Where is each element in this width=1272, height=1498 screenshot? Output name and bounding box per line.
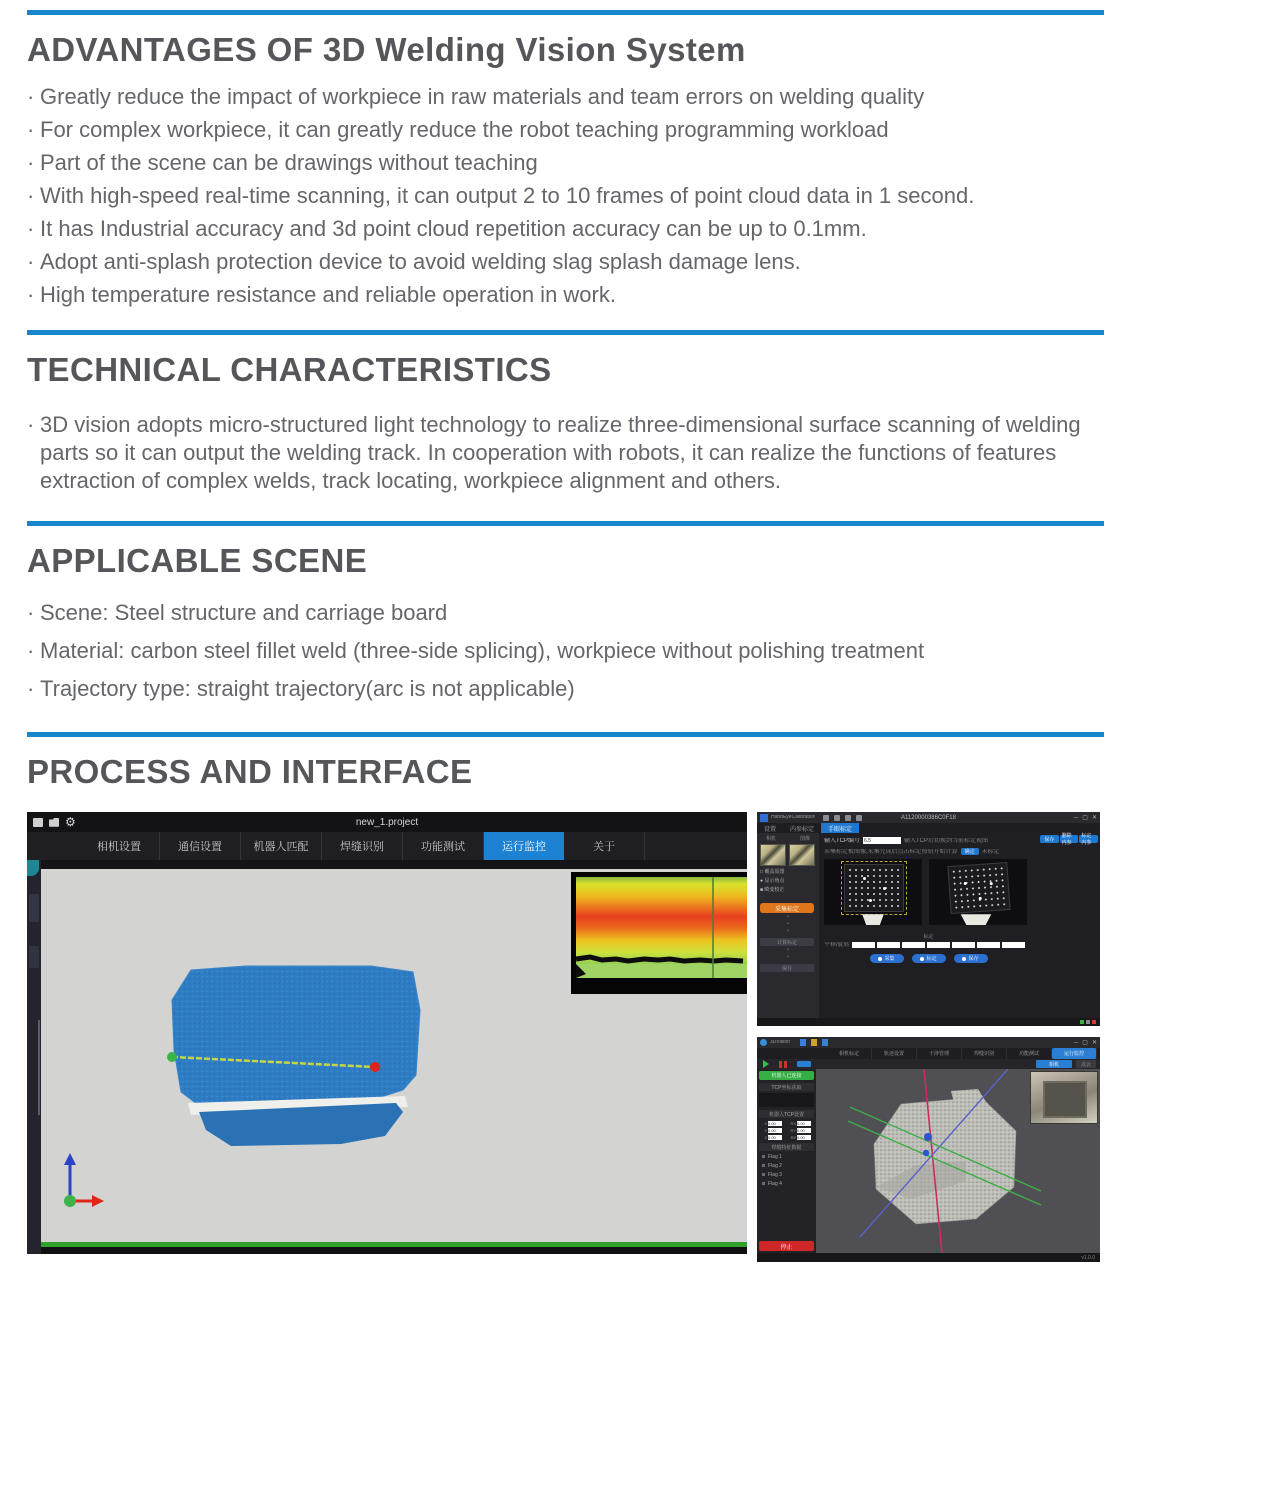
disk-icon	[962, 957, 966, 961]
tab-seam-recognition[interactable]: 焊缝识别	[962, 1048, 1007, 1059]
tab-interference[interactable]: 干涉管理	[917, 1048, 962, 1059]
monitor-tab-bar	[757, 1048, 1100, 1059]
app-logo-text: 3DVision	[770, 1040, 790, 1046]
collect-button[interactable]: 采集	[870, 954, 904, 963]
pose-value-input[interactable]	[977, 942, 1000, 948]
intrinsics-result-button[interactable]: 标定内参	[1079, 835, 1098, 843]
calibration-main-panel	[819, 833, 1038, 1018]
save-button[interactable]: 保存	[954, 954, 988, 963]
robot-tcp-header: 机器人TCP设置	[759, 1110, 814, 1118]
camera-column-label: 相机	[766, 836, 777, 843]
calibration-tab-bar	[757, 823, 1100, 833]
camera-thumbnail-right[interactable]	[789, 844, 815, 866]
tab-intrinsic-calibration[interactable]: 内参标定	[790, 826, 815, 833]
pose-section-label: 标定	[923, 934, 934, 941]
tcp-ry-input[interactable]: 0.00	[797, 1128, 811, 1133]
pose-value-input[interactable]	[952, 942, 975, 948]
calibrate-button[interactable]: 标定	[912, 954, 946, 963]
robot-connected-button[interactable]: 机器人已连接	[759, 1071, 814, 1080]
workpiece-corner	[1043, 1081, 1087, 1118]
advantage-item: · Part of the scene can be drawings without teaching	[27, 149, 1104, 177]
advantage-item: · Greatly reduce the impact of workpiece in raw materials and team errors on welding quality	[27, 83, 1104, 111]
process-title: PROCESS AND INTERFACE	[27, 752, 473, 790]
advantages-title: ADVANTAGES OF 3D Welding Vision System	[27, 31, 746, 68]
calibration-sidebar	[757, 833, 819, 1018]
tcp-x-input[interactable]: 0.00	[768, 1121, 782, 1126]
advantage-item: · High temperature resistance and reliable operation in work.	[27, 281, 1104, 309]
image-column-label: 图像	[799, 836, 810, 843]
heatmap-scan-inset	[571, 872, 747, 994]
point-cloud-viewport[interactable]	[41, 860, 747, 1254]
section-divider	[27, 732, 1104, 737]
monitor-toolbar	[757, 1059, 1100, 1069]
workpiece-photo-inset	[1030, 1071, 1098, 1124]
seam-data-header: 焊缝特征数据	[759, 1143, 814, 1151]
seam-end-point	[370, 1062, 380, 1072]
pose-value-input[interactable]	[877, 942, 900, 948]
advantage-item: · It has Industrial accuracy and 3d point cloud repetition accuracy can be up to 0.1mm.	[27, 215, 1104, 243]
minimize-button[interactable]: ─	[1074, 814, 1079, 821]
tab-trajectory-settings[interactable]: 轨迹设置	[872, 1048, 917, 1059]
status-bar	[757, 1253, 1100, 1262]
tcp-section-header: TCP坐标获取	[759, 1083, 814, 1091]
tab-run-monitoring[interactable]: 运行监控	[1052, 1048, 1097, 1059]
mode-badge[interactable]	[797, 1061, 811, 1067]
collect-calibration-button[interactable]: 采集标定	[760, 903, 814, 913]
pointcloud-view-button[interactable]: 点云	[1076, 1060, 1096, 1068]
camera-icon	[878, 957, 882, 961]
chevron-icon[interactable]: ⌄	[785, 953, 791, 960]
gear-icon	[920, 957, 924, 961]
tab-camera-settings[interactable]: 相机设置	[79, 832, 160, 860]
flag-item[interactable]: Flag 3	[759, 1172, 814, 1178]
window-title: new_1.project	[355, 816, 419, 828]
gray-point-cloud	[874, 1089, 1016, 1224]
save-calibration-button[interactable]: 保存	[760, 964, 814, 972]
window-controls	[1074, 812, 1097, 823]
close-button[interactable]: ✕	[1091, 815, 1097, 822]
camera-thumbnail-left[interactable]	[760, 844, 786, 866]
tab-hand-eye-calibration[interactable]: 手眼标定	[821, 823, 859, 833]
tab-communication-settings[interactable]: 通信设置	[160, 832, 241, 860]
scrollbar[interactable]	[38, 1020, 40, 1115]
calibration-body	[757, 833, 1100, 1018]
titlebar	[27, 812, 747, 832]
tcp-fields: X 0.00 RX 0.00 Y 0.00 RY 0.00 Z 0.00 RZ 0.00	[759, 1121, 814, 1140]
status-bar	[757, 1018, 1100, 1026]
confirm-button[interactable]: 确定	[961, 848, 979, 855]
tcp-index-hint: 输入TCP后切换到当前标定视图	[904, 837, 989, 844]
tab-about[interactable]: 关于	[564, 832, 645, 860]
action-buttons	[824, 954, 1033, 963]
stop-button[interactable]: 停止	[759, 1241, 814, 1251]
compute-calibration-button[interactable]: 计算标定	[760, 938, 814, 946]
stop-icon[interactable]	[779, 1061, 787, 1068]
overlay-checkbox[interactable]: □ 覆盖原图	[760, 869, 785, 876]
monitor-body	[757, 1069, 1100, 1253]
toolbar-icon[interactable]	[800, 1039, 806, 1046]
pose-row-label: 平移/旋转	[824, 942, 850, 949]
show-corners-radio[interactable]: ● 显示角点	[760, 878, 785, 885]
advantage-item: · With high-speed real-time scanning, it can output 2 to 10 frames of point cloud data in 1 second.	[27, 182, 1104, 210]
tab-seam-recognition[interactable]: 焊缝识别	[322, 832, 403, 860]
flag-item[interactable]: Flag 2	[759, 1163, 814, 1169]
page-content	[27, 0, 1104, 1272]
tcp-z-input[interactable]: 0.00	[768, 1135, 782, 1140]
technical-title: TECHNICAL CHARACTERISTICS	[27, 351, 552, 389]
camera-view-button[interactable]: 相机	[1036, 1060, 1072, 1068]
titlebar	[757, 812, 1100, 823]
board-stand	[959, 914, 993, 925]
scene-list	[27, 599, 1104, 703]
calibration-board	[844, 864, 904, 912]
sidebar-column-headers	[760, 835, 816, 842]
tool-strip-block	[29, 946, 39, 968]
interface-screenshots	[27, 812, 1104, 1272]
flag-item[interactable]: Flag 1	[759, 1154, 814, 1160]
tab-run-monitoring[interactable]: 运行监控	[484, 832, 564, 860]
chevron-icon[interactable]: ⌄	[785, 913, 791, 920]
scene-item: · Trajectory type: straight trajectory(arc is not applicable)	[27, 675, 1104, 703]
chevron-icon[interactable]: ⌄	[785, 927, 791, 934]
tcp-y-input[interactable]: 0.00	[768, 1128, 782, 1133]
tab-function-test[interactable]: 功能测试	[403, 832, 484, 860]
toolbar-icon[interactable]	[822, 1039, 828, 1046]
pose-value-input[interactable]	[1002, 942, 1025, 948]
scene-item: · Scene: Steel structure and carriage board	[27, 599, 1104, 627]
save-result-button[interactable]: 保存	[1040, 835, 1059, 843]
tab-robot-matching[interactable]: 机器人匹配	[241, 832, 322, 860]
calibration-right-panel	[1038, 833, 1100, 1018]
seam-start-point	[167, 1052, 177, 1062]
tcp-readout-box	[759, 1093, 814, 1107]
minimize-button[interactable]: ─	[1074, 1039, 1079, 1046]
right-camera-view[interactable]	[929, 859, 1027, 925]
app-logo	[760, 1039, 767, 1046]
board-stand	[861, 914, 885, 925]
status-gray-indicator	[1086, 1020, 1090, 1024]
scene-title: APPLICABLE SCENE	[27, 541, 368, 579]
blue-point-cloud	[172, 966, 420, 1146]
tab-camera-calibration[interactable]: 相机标定	[827, 1048, 872, 1059]
run-monitor-window	[757, 1037, 1100, 1262]
app-logo-text: HandEyeCalibration	[771, 815, 816, 821]
section-divider	[27, 521, 1104, 526]
tab-function-test[interactable]: 功能测试	[1007, 1048, 1052, 1059]
maximize-button[interactable]: ▢	[1082, 815, 1088, 822]
titlebar	[757, 1037, 1100, 1048]
maximize-button[interactable]: ▢	[1082, 1040, 1088, 1047]
status-red-indicator	[1092, 1020, 1096, 1024]
play-icon[interactable]	[763, 1060, 769, 1068]
scene-item: · Material: carbon steel fillet weld (three-side splicing), workpiece without polishing treatment	[27, 637, 1104, 665]
monitor-sidebar	[757, 1069, 816, 1253]
calibration-window	[757, 812, 1100, 1026]
status-green-indicator	[1080, 1020, 1084, 1024]
window-controls	[1074, 1037, 1097, 1048]
pose-values-row	[824, 942, 1033, 948]
toolbar-icon[interactable]	[811, 1039, 817, 1046]
tcp-rz-input[interactable]: 0.00	[797, 1135, 811, 1140]
chevron-icon[interactable]: ⌄	[785, 946, 791, 953]
technical-item: · 3D vision adopts micro-structured light technology to realize three-dimensional surface scanning of welding parts so it can output the welding track. In cooperation with robots, it can realize the functions of features extraction of complex welds, track locating, workpiece alignment and others.	[27, 411, 1104, 495]
window-title: A1120000386C0F18	[901, 814, 956, 821]
tcp-index-label: 输入TCP编号	[824, 837, 861, 844]
left-tool-strip[interactable]	[27, 860, 41, 1254]
pose-value-input[interactable]	[852, 942, 875, 948]
gear-icon[interactable]: ⚙	[65, 815, 76, 830]
calibration-state-text: 未标定	[981, 848, 1000, 855]
viewport-bottom-green-line	[41, 1242, 747, 1247]
advantage-item: · Adopt anti-splash protection device to avoid welding slag splash damage lens.	[27, 248, 1104, 276]
titlebar-icons	[800, 1039, 828, 1046]
tcp-rx-input[interactable]: 0.00	[797, 1121, 811, 1126]
tool-strip-block	[29, 894, 39, 922]
tab-settings[interactable]: 设置	[764, 826, 777, 833]
camera-views	[824, 859, 1033, 925]
close-button[interactable]: ✕	[1091, 1040, 1097, 1047]
pose-value-input[interactable]	[927, 942, 950, 948]
advantage-item: · For complex workpiece, it can greatly reduce the robot teaching programming workload	[27, 116, 1104, 144]
technical-list	[27, 411, 1104, 495]
flag-item[interactable]: Flag 4	[759, 1181, 814, 1187]
main-tab-bar	[27, 832, 747, 860]
section-divider	[27, 330, 1104, 335]
chevron-icon[interactable]: ⌄	[785, 920, 791, 927]
version-text: v1.0.0	[1081, 1254, 1095, 1261]
section-divider	[27, 10, 1104, 15]
delete-intrinsics-button[interactable]: 删除内参	[1060, 835, 1079, 843]
left-camera-view[interactable]	[824, 859, 922, 925]
main-software-window	[27, 812, 747, 1254]
instruction-text: 采集标定板图像,采集完成后点击标定按钮开始计算	[824, 848, 958, 855]
main-viewport-area	[27, 860, 747, 1254]
pose-value-input[interactable]	[902, 942, 925, 948]
tcp-index-input[interactable]	[863, 837, 901, 844]
advantages-list	[27, 83, 1104, 309]
tool-strip-accent	[27, 860, 39, 876]
distortion-checkbox[interactable]: ■ 畸变校正	[760, 887, 785, 894]
pointcloud-3d-viewport[interactable]	[816, 1069, 1100, 1253]
calibration-board	[947, 862, 1010, 914]
camera-thumbnails	[760, 844, 816, 866]
